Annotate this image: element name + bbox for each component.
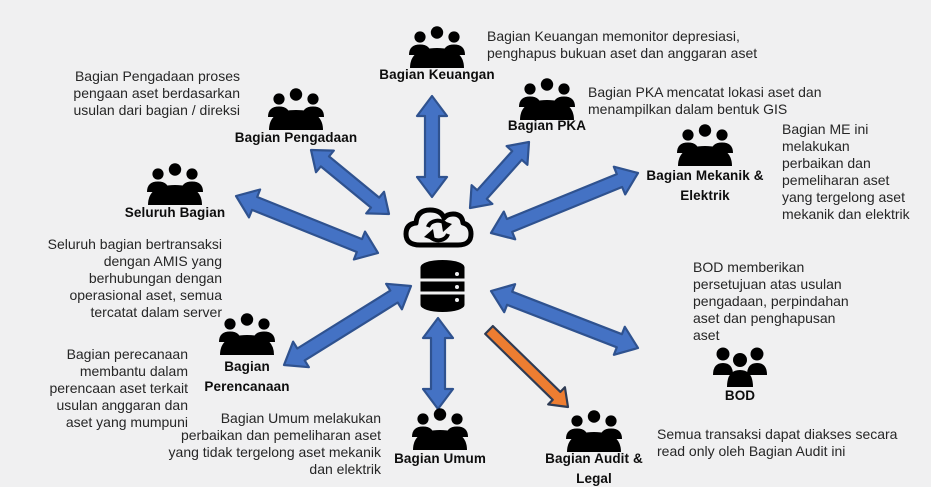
node-label-perencanaan: Bagian Perencanaan <box>204 359 290 395</box>
bottom-margin <box>0 487 931 495</box>
node-label-umum: Bagian Umum <box>394 451 486 466</box>
node-label-pka: Bagian PKA <box>507 118 587 133</box>
node-label-audit: Bagian Audit & Legal <box>545 451 643 487</box>
arrow-umum-db <box>423 318 453 409</box>
note-seluruh: Seluruh bagian bertransaksi dengan AMIS yang berhubungan dengan operasional aset, semua tercatat dalam server <box>47 236 222 320</box>
arrow-seluruh-cloud <box>236 190 378 260</box>
arrow-keuangan-cloud <box>417 96 447 197</box>
people-group-icon <box>562 410 626 452</box>
node-label-seluruh: Seluruh Bagian <box>124 205 226 220</box>
arrow-pengadaan-cloud <box>311 150 389 214</box>
note-perencanaan: Bagian perecanaan membantu dalam perencaan aset terkait usulan anggaran dan aset yang mumpuni <box>49 346 188 430</box>
note-umum: Bagian Umum melakukan perbaikan dan pemeliharan aset yang tidak tergelong aset mekanik dan elektrik <box>168 410 381 477</box>
people-group-icon <box>215 313 279 355</box>
people-group-icon <box>264 88 328 130</box>
arrow-readonly-audit <box>485 326 568 407</box>
note-pengadaan: Bagian Pengadaan proses pengaan aset berdasarkan usulan dari bagian / direksi <box>73 68 240 118</box>
people-group-icon <box>673 124 737 166</box>
people-trio-icon <box>712 347 768 387</box>
note-bod: BOD memberikan persetujuan atas usulan pengadaan, perpindahan aset dan penghapusan aset <box>693 259 849 343</box>
note-mekanik: Bagian ME ini melakukan perbaikan dan pemeliharan aset yang tergelong aset mekanik dan elektrik <box>782 121 910 222</box>
node-label-keuangan: Bagian Keuangan <box>379 67 495 82</box>
note-pka: Bagian PKA mencatat lokasi aset dan menampilkan dalam bentuk GIS <box>588 84 822 117</box>
note-keuangan: Bagian Keuangan memonitor depresiasi, penghapus bukuan aset dan anggaran aset <box>487 28 758 61</box>
people-group-icon <box>405 26 469 68</box>
note-audit: Semua transaksi dapat diakses secara read only oleh Bagian Audit ini <box>657 426 898 459</box>
node-label-pengadaan: Bagian Pengadaan <box>234 130 358 145</box>
people-group-icon <box>408 408 472 450</box>
node-label-mekanik: Bagian Mekanik & Elektrik <box>646 168 764 204</box>
cloud-sync-icon <box>396 197 480 255</box>
node-label-bod: BOD <box>724 388 756 403</box>
people-group-icon <box>143 163 207 205</box>
database-icon <box>419 259 466 313</box>
arrow-mekanik-cloud <box>491 167 638 240</box>
arrow-bod-db <box>491 284 638 355</box>
arrow-perencanaan-db <box>284 284 411 367</box>
